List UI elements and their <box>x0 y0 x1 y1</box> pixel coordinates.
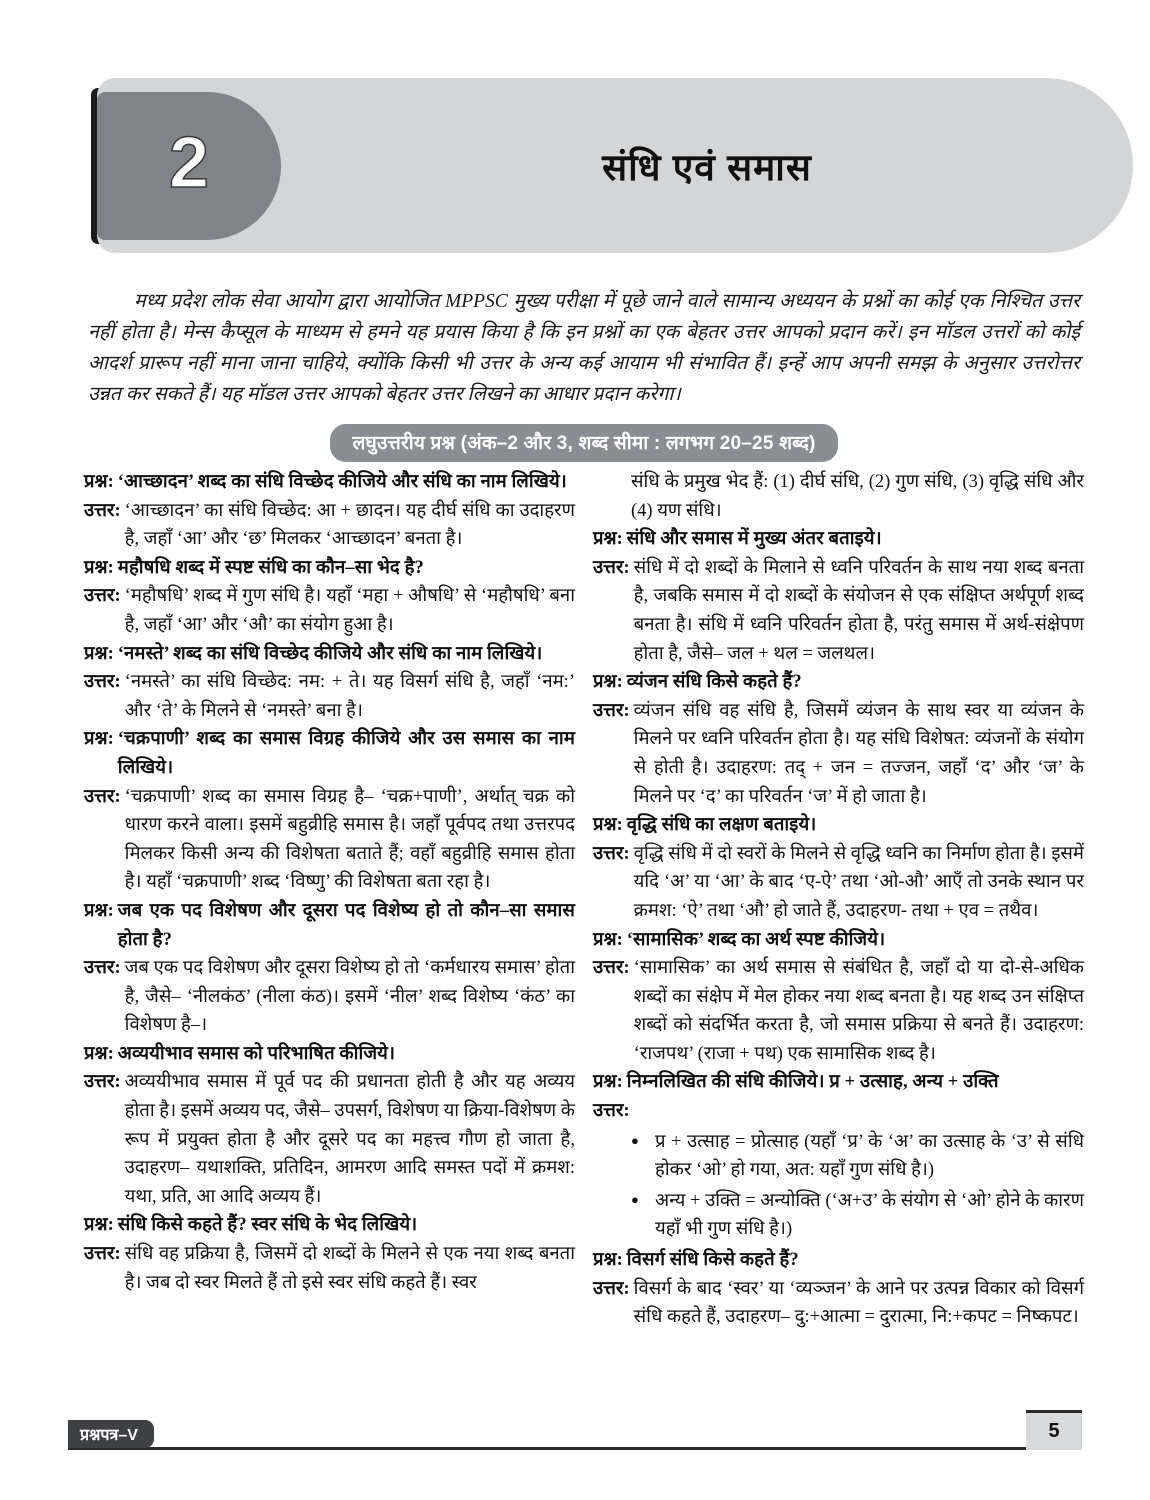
question-label: प्रश्न: <box>593 815 623 836</box>
answer-text: जब एक पद विशेषण और दूसरा विशेष्य हो तो ‘कर्मधारय समास’ होता है, जैसे– ‘नीलकंठ’ (नीला कंठ)। इसमें ‘नील’ शब्द विशेष्य ‘कंठ’ का विशेषण है–। <box>124 958 575 1036</box>
answer-row <box>593 1097 1084 1126</box>
answer-text: अव्ययीभाव समास में पूर्व पद की प्रधानता होती है और यह अव्यय होता है। इसमें अव्यय पद, जैसे– उपसर्ग, विशेषण या क्रिया-विशेषण के रूप में प्रयुक्त होता है और दूसरे पद का महत्त्व गौण हो जाता है, उदाहरण– यथाशक्ति, प्रतिदिन, आमरण आदि समस्त पदों में क्रमश: यथा, प्रति, आ आदि अव्यय हैं। <box>124 1072 575 1207</box>
answer-label: उत्तर: <box>593 1101 630 1122</box>
question-text: व्यंजन संधि किसे कहते हैं? <box>626 672 802 693</box>
page-footer <box>68 1416 1082 1456</box>
question-text: ‘चक्रपाणी’ शब्द का समास विग्रह कीजिये और उस समास का नाम लिखिये। <box>117 729 575 778</box>
question-text: संधि किसे कहते हैं? स्वर संधि के भेद लिखिये। <box>117 1215 418 1236</box>
answer-label: उत्तर: <box>593 557 630 578</box>
question-label: प्रश्न: <box>84 1043 114 1064</box>
answer-text: वृद्धि संधि में दो स्वरों के मिलने से वृद्धि ध्वनि का निर्माण होता है। इसमें यदि ‘अ’ या ‘आ’ के बाद ‘ए-ऐ’ तथा ‘ओ-औ’ आएँ तो उनके स्थान पर क्रमश: ‘ऐ’ तथा ‘औ’ हो जाते हैं, उदाहरण- तथा + एव = तथैव। <box>633 843 1084 921</box>
answer-label: उत्तर: <box>84 586 121 607</box>
question-row <box>593 811 1084 840</box>
chapter-number-block <box>97 92 281 240</box>
intro-paragraph: मध्य प्रदेश लोक सेवा आयोग द्वारा आयोजित MPPSC मुख्य परीक्षा में पूछे जाने वाले सामान्य अध्ययन के प्रश्नों का कोई एक निश्चित उत्तर नहीं होता है। मेन्स कैप्सूल के माध्यम से हमने यह प्रयास किया है कि इन प्रश्नों का एक बेहतर उत्तर आपको प्रदान करें। इन मॉडल उत्तरों को कोई आदर्श प्रारूप नहीं माना जाना चाहिये, क्योंकि किसी भी उत्तर के अन्य कई आयाम भी संभावित हैं। इन्हें आप अपनी समझ के अनुसार उत्तरोत्तर उन्नत कर सकते हैं। यह मॉडल उत्तर आपको बेहतर उत्तर लिखने का आधार प्रदान करेगा। <box>88 291 1080 405</box>
answer-row <box>593 697 1084 811</box>
question-row <box>84 725 575 782</box>
question-text: ‘नमस्ते’ शब्द का संधि विच्छेद कीजिये और संधि का नाम लिखिये। <box>117 643 543 664</box>
question-label: प्रश्न: <box>593 672 623 693</box>
answer-label: उत्तर: <box>593 1278 630 1299</box>
answer-row <box>593 554 1084 668</box>
answer-row <box>84 1240 575 1297</box>
question-text: अव्ययीभाव समास को परिभाषित कीजिये। <box>117 1043 396 1064</box>
body-columns <box>84 468 1084 1378</box>
answer-row <box>84 1068 575 1211</box>
question-label: प्रश्न: <box>84 900 114 921</box>
answer-text: ‘महौषधि’ शब्द में गुण संधि है। यहाँ ‘महा + औषधि’ से ‘महौषधि’ बना है, जहाँ ‘आ’ और ‘औ’ का संयोग हुआ है। <box>124 586 575 635</box>
question-row <box>593 926 1084 955</box>
answer-bullet-list <box>593 1128 1084 1244</box>
question-row <box>593 525 1084 554</box>
question-row <box>84 897 575 954</box>
answer-row <box>593 840 1084 926</box>
question-row <box>84 468 575 497</box>
answer-text: संधि वह प्रक्रिया है, जिसमें दो शब्दों के मिलने से एक नया शब्द बनता है। जब दो स्वर मिलते हैं तो इसे स्वर संधि कहते हैं। स्वर <box>124 1244 575 1293</box>
question-text: ‘सामासिक’ शब्द का अर्थ स्पष्ट कीजिये। <box>626 929 886 950</box>
answer-text: ‘चक्रपाणी’ शब्द का समास विग्रह है– ‘चक्र+पाणी’, अर्थात् चक्र को धारण करने वाला। इसमें बहुव्रीहि समास है। जहाँ पूर्वपद तथा उत्तरपद मिलकर किसी अन्य की विशेषता बताते हैं; वहाँ बहुव्रीहि समास होता है। यहाँ ‘चक्रपाणी’ शब्द ‘विष्णु’ की विशेषता बता रहा है। <box>124 786 575 893</box>
answer-row <box>593 1275 1084 1332</box>
question-label: प्रश्न: <box>593 1250 623 1271</box>
chapter-number: 2 <box>168 123 210 203</box>
answer-label: उत्तर: <box>84 786 121 807</box>
question-text: ‘आच्छादन’ शब्द का संधि विच्छेद कीजिये और संधि का नाम लिखिये। <box>117 472 567 492</box>
answer-label: उत्तर: <box>84 1072 121 1093</box>
answer-text: विसर्ग के बाद ‘स्वर’ या ‘व्यञ्जन’ के आने पर उत्पन्न विकार को विसर्ग संधि कहते हैं, उदाहरण– दु:+आत्मा = दुरात्मा, नि:+कपट = निष्कपट। <box>633 1278 1084 1328</box>
question-row <box>593 668 1084 697</box>
answer-text: संधि में दो शब्दों के मिलाने से ध्वनि परिवर्तन के साथ नया शब्द बनता है, जबकि समास में दो शब्दों के संयोजन से एक संक्षिप्त अर्थपूर्ण शब्द बनता है। संधि में ध्वनि परिवर्तन होता है, परंतु समास में अर्थ-संक्षेपण होता है, जैसे– जल + थल = जलथल। <box>633 557 1084 664</box>
footer-rule <box>68 1447 1082 1450</box>
question-label: प्रश्न: <box>84 472 114 492</box>
question-text: वृद्धि संधि का लक्षण बताइये। <box>626 815 817 836</box>
answer-text: व्यंजन संधि वह संधि है, जिसमें व्यंजन के साथ स्वर या व्यंजन के मिलने पर ध्वनि परिवर्तन होता है। यह संधि विशेषत: व्यंजनों के संयोग से होती है। उदाहरण: तद् + जन = तज्जन, जहाँ ‘द’ और ‘ज’ के मिलने पर ‘द’ का परिवर्तन ‘ज’ में हो जाता है। <box>633 700 1084 807</box>
question-text: संधि और समास में मुख्य अंतर बताइये। <box>626 529 882 550</box>
answer-row <box>84 497 575 554</box>
right-column <box>593 468 1084 1378</box>
answer-row <box>84 954 575 1040</box>
question-row <box>84 554 575 583</box>
chapter-title: संधि एवं समास <box>602 147 812 188</box>
question-label: प्रश्न: <box>84 1215 114 1236</box>
footer-page-number: 5 <box>1026 1410 1082 1450</box>
left-column <box>84 468 575 1378</box>
answer-row <box>84 582 575 639</box>
answer-bullet-item: ● प्र + उत्साह = प्रोत्साह (यहाँ ‘प्र’ के ‘अ’ का उत्साह के ‘उ’ से संधि होकर ‘ओ’ हो गया, अत: यहाँ गुण संधि है।) <box>655 1128 1084 1185</box>
question-row <box>84 1040 575 1069</box>
answer-label: उत्तर: <box>84 1244 121 1265</box>
question-label: प्रश्न: <box>593 929 623 950</box>
answer-label: उत्तर: <box>84 672 121 693</box>
answer-label: उत्तर: <box>593 843 630 864</box>
question-text: जब एक पद विशेषण और दूसरा पद विशेष्य हो तो कौन–सा समास होता है? <box>117 900 575 950</box>
answer-text: ‘नमस्ते’ का संधि विच्छेद: नम: + ते। यह विसर्ग संधि है, जहाँ ‘नम:’ और ‘ते’ के मिलने से ‘नमस्ते’ बना है। <box>124 672 575 721</box>
question-row <box>84 1211 575 1240</box>
question-row <box>84 640 575 669</box>
chapter-header-banner <box>97 78 1133 253</box>
question-label: प्रश्न: <box>593 1072 623 1093</box>
answer-bullet-item: ● अन्य + उक्ति = अन्योक्ति (‘अ+उ’ के संयोग से ‘ओ’ होने के कारण यहाँ भी गुण संधि है।) <box>655 1187 1084 1244</box>
answer-text: ‘आच्छादन’ का संधि विच्छेद: आ + छादन। यह दीर्घ संधि का उदाहरण है, जहाँ ‘आ’ और ‘छ’ मिलकर ‘आच्छादन’ बनता है। <box>124 500 575 550</box>
question-text: निम्नलिखित की संधि कीजिये। प्र + उत्साह, अन्य + उक्ति <box>626 1072 999 1093</box>
answer-label: उत्तर: <box>84 958 121 979</box>
answer-continuation: संधि के प्रमुख भेद हैं: (1) दीर्घ संधि, (2) गुण संधि, (3) वृद्धि संधि और (4) यण संधि। <box>631 472 1084 521</box>
question-row <box>593 1246 1084 1275</box>
answer-row <box>593 954 1084 1068</box>
question-row <box>593 1068 1084 1097</box>
answer-row <box>84 783 575 897</box>
footer-paper-label: प्रश्नपत्र–V <box>68 1420 154 1448</box>
answer-label: उत्तर: <box>84 500 121 521</box>
question-label: प्रश्न: <box>84 557 114 578</box>
question-label: प्रश्न: <box>593 529 623 550</box>
question-text: विसर्ग संधि किसे कहते हैं? <box>626 1250 799 1271</box>
question-label: प्रश्न: <box>84 643 114 664</box>
answer-label: उत्तर: <box>593 958 630 979</box>
question-label: प्रश्न: <box>84 729 114 750</box>
answer-label: उत्तर: <box>593 700 630 721</box>
answer-row <box>84 668 575 725</box>
answer-text: ‘सामासिक’ का अर्थ समास से संबंधित है, जहाँ दो या दो-से-अधिक शब्दों का संक्षेप में मेल होकर नया शब्द बनता है। यह शब्द उन संक्षिप्त शब्दों को संदर्भित करता है, जो समास प्रक्रिया से बनते हैं। उदाहरण: ‘राजपथ’ (राजा + पथ) एक सामासिक शब्द है। <box>633 958 1084 1064</box>
section-heading-pill: लघुउत्तरीय प्रश्न (अंक–2 और 3, शब्द सीमा : लगभग 20–25 शब्द) <box>330 424 837 462</box>
question-text: महौषधि शब्द में स्पष्ट संधि का कौन–सा भेद है? <box>117 557 424 578</box>
section-heading-wrap <box>88 424 1080 462</box>
